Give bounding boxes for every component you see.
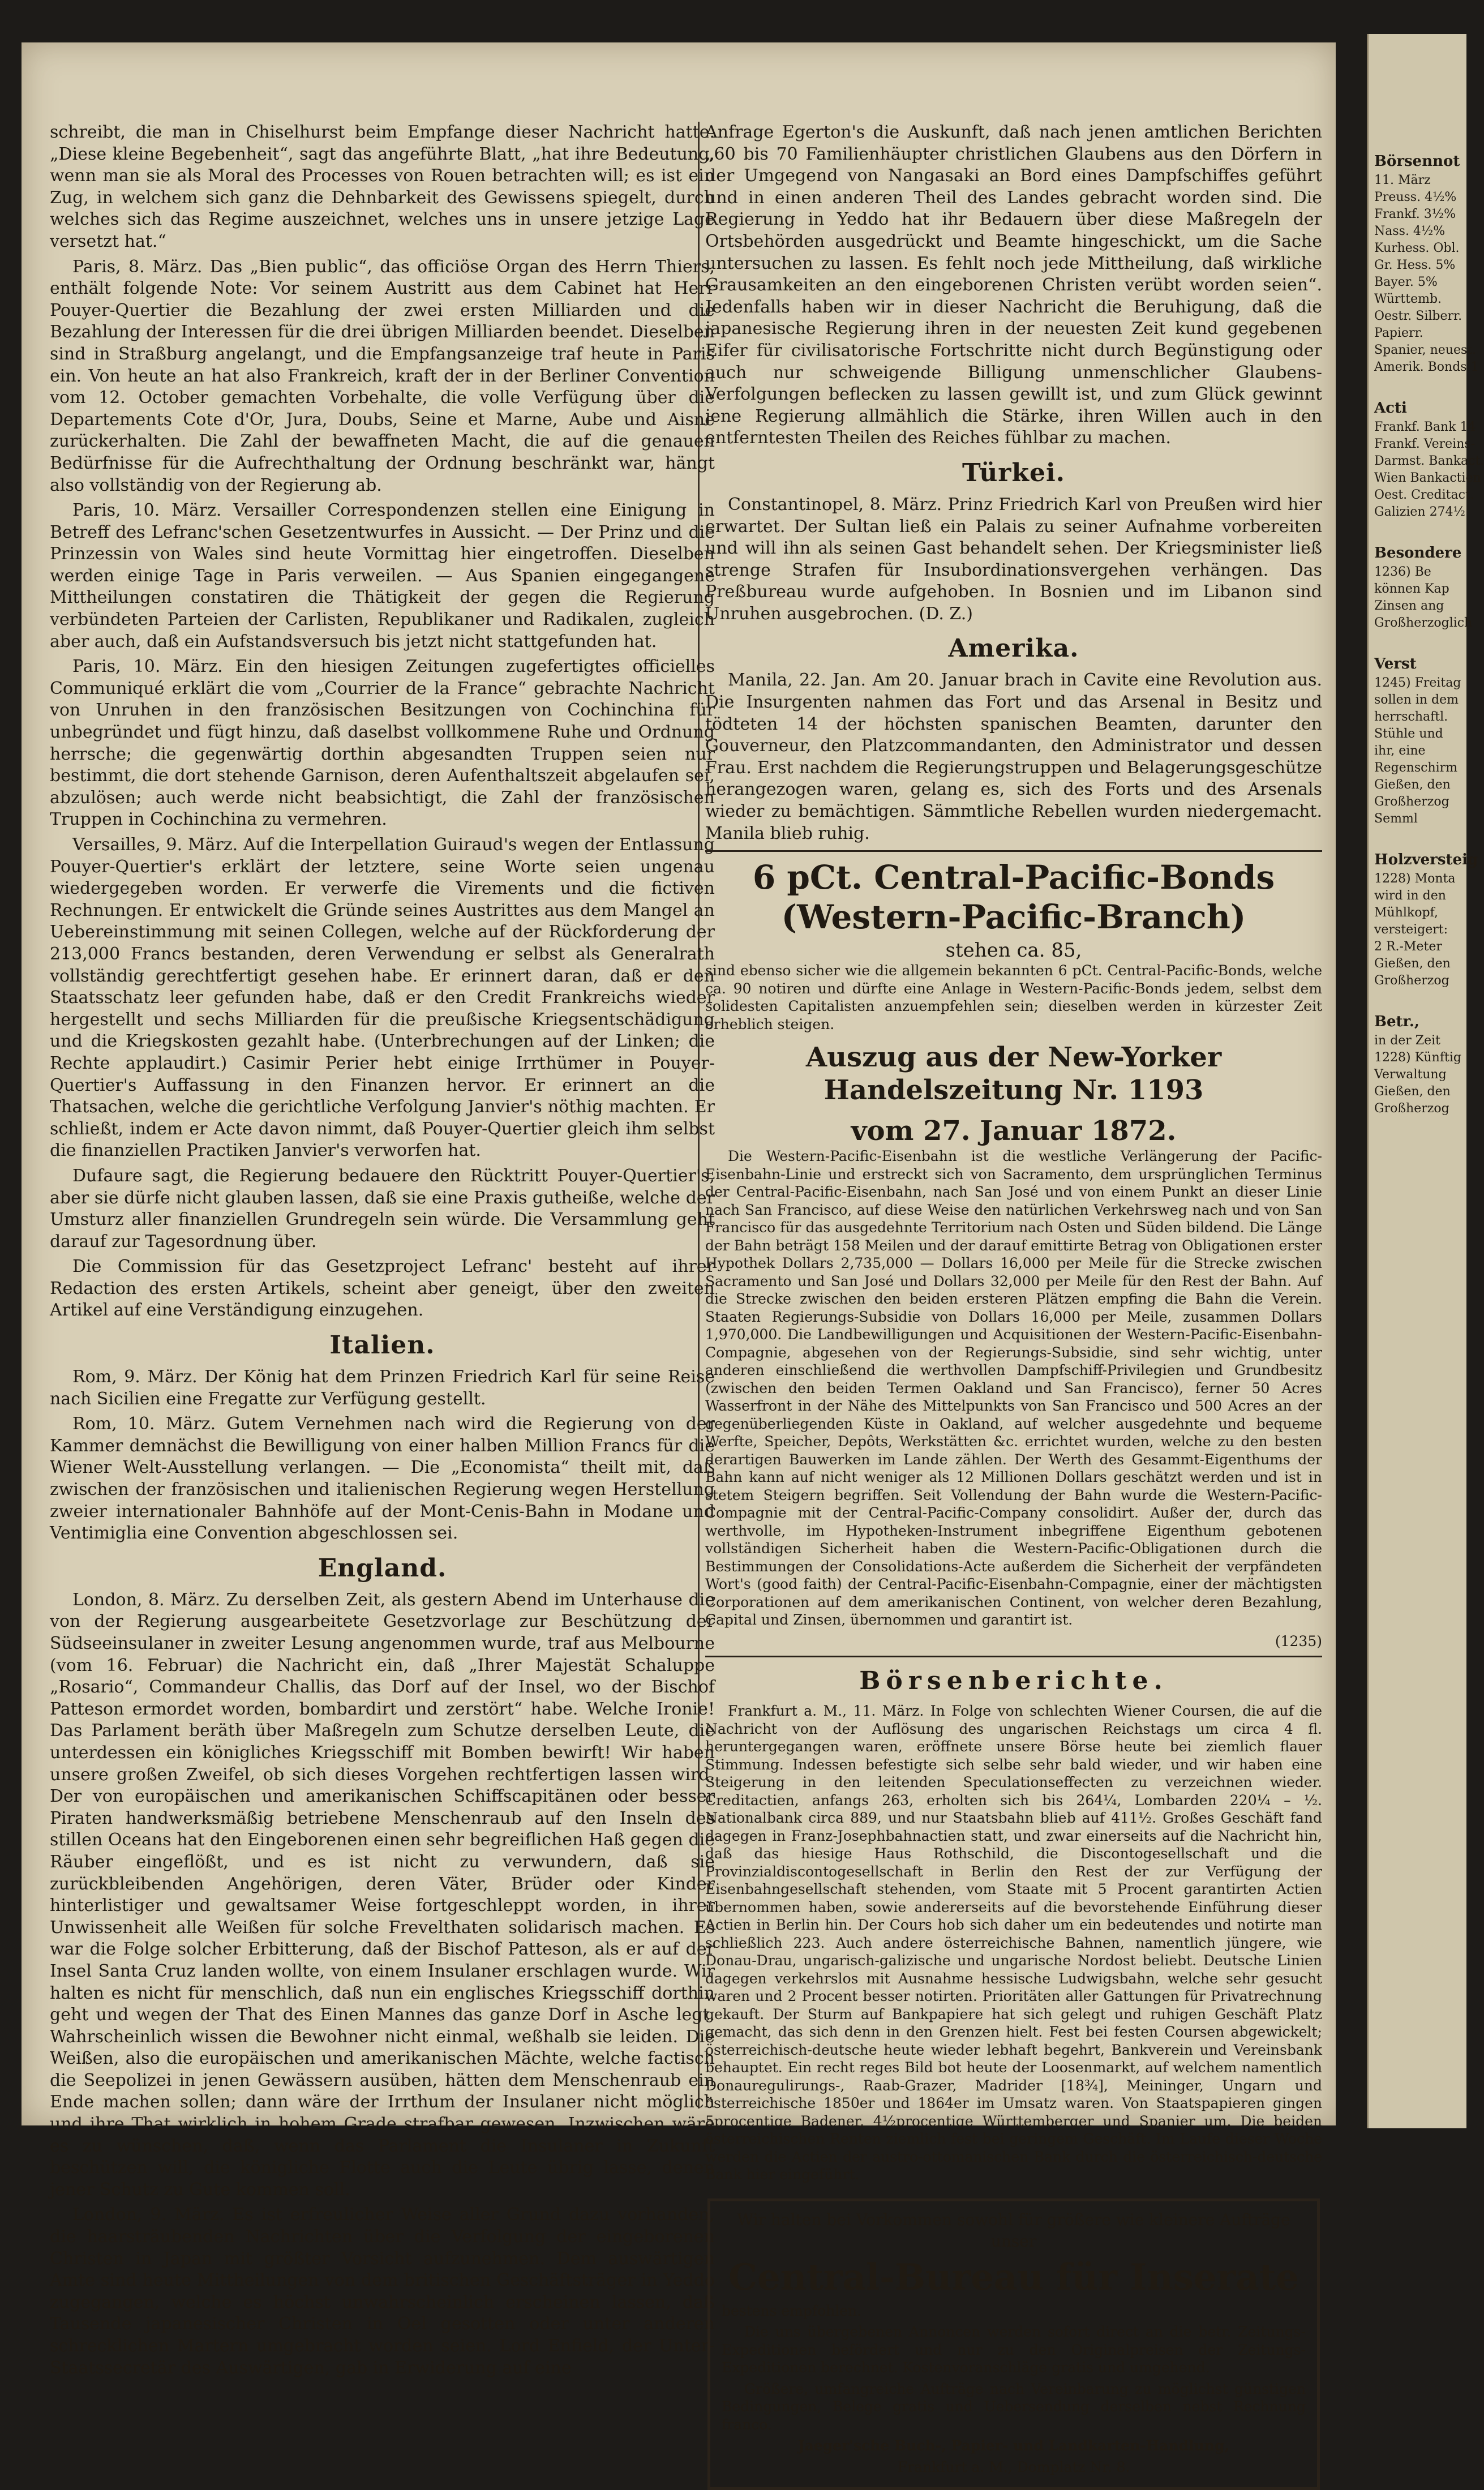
ad-heading-line2: vom 27. Januar 1872. bbox=[851, 1115, 1177, 1147]
edge-text-item: Großherzog bbox=[1374, 1102, 1449, 1116]
section-heading-england: England. bbox=[318, 1553, 447, 1583]
ad-subtitle: stehen ca. 85, bbox=[945, 939, 1082, 962]
adjacent-page-edge bbox=[1367, 34, 1484, 2128]
section-heading-italien: Italien. bbox=[329, 1331, 435, 1360]
edge-text-item: Besondere bbox=[1374, 545, 1462, 562]
ad-heading-line1: Auszug aus der New-Yorker Handelszeitung Nr. 1193 bbox=[805, 1042, 1222, 1107]
edge-text-item: Regenschirm bbox=[1374, 761, 1458, 775]
right-column bbox=[705, 122, 1322, 2475]
edge-text-item: Gießen, den bbox=[1374, 957, 1451, 971]
box-paragraph: Größere, umfangreiche Aufträge nach Vereinbarung zu möglichst günstigen Bedingungen, Belege gratis und Uebersendung derselben nebst Rechnung franco. bbox=[722, 2380, 1306, 2433]
edge-text-item: Verwaltung bbox=[1374, 1068, 1447, 1082]
article-paragraph: Paris, 10. März. Ein den hiesigen Zeitungen zugefertigtes officielles Communiqué erklärt die vom „Courrier de la France“ gebrachte Nachricht von Unruhen in den französischen Besitzungen von Cochinchina für unbegründet und fügt hinzu, daß daselbst vollkommene Ruhe und Ordnung herrsche; die gegenwärtig dorthin abgesandten Truppen seien nur bestimmt, die dort stehende Garnison, deren Aufenthaltszeit abgelaufen sei, abzulösen; auch werde nicht beabsichtigt, die Zahl der französischen Truppen in Cochinchina zu vermehren. bbox=[50, 657, 715, 830]
edge-text-item: Börsennot bbox=[1374, 153, 1460, 170]
edge-text-item: Großherzog bbox=[1374, 974, 1449, 988]
article-paragraph: Dufaure sagt, die Regierung bedauere den Rücktritt Pouyer-Quertier's, aber sie dürfe nicht glauben lassen, daß sie eine Praxis gutheiße, welche der Umsturz aller finanziellen Grundregeln sein würde. Die Versammlung geht darauf zur Tagesordnung über. bbox=[50, 1165, 715, 1252]
article-paragraph: Constantinopel, 8. März. Prinz Friedrich Karl von Preußen wird hier erwartet. Der Sultan ließ ein Palais zu seiner Aufnahme vorbereiten und will ihn als seinen Gast behandelt sehen. Der Kriegsminister ließ strenge Strafen für Insubordinationsvergehen verhängen. Das Preßbureau wurde aufgehoben. In Bosnien und im Libanon sind Unruhen ausgebrochen. (D. Z.) bbox=[705, 494, 1322, 624]
edge-text-item: Gr. Hess. 5% bbox=[1374, 258, 1456, 272]
box-intro: Wir halten bei Vorkommen sowohl für größere wie kleinere Aufträge unser bbox=[737, 2210, 1290, 2251]
edge-text-item: in der Zeit bbox=[1374, 1034, 1440, 1048]
edge-text-item: Frankf. 3½% bbox=[1374, 207, 1456, 221]
edge-text-item: 11. März bbox=[1374, 173, 1431, 187]
edge-text-item: wird in den bbox=[1374, 889, 1446, 903]
section-heading-amerika: Amerika. bbox=[948, 634, 1079, 663]
box-signature-line2: Frankfurt a. M., Domplatz Nr. 8. bbox=[897, 2458, 1130, 2475]
article-paragraph: London, 8. März. Zu derselben Zeit, als gestern Abend im Unterhause die von der Regierung ausgearbeitete Gesetzvorlage zur Beschützung der Südseeinsulaner in zweiter Lesung angenommen wurde, traf aus Melbourne (vom 16. Februar) die Nachricht ein, daß „Ihrer Majestät Schaluppe „Rosario“, Commandeur Challis, das Dorf auf der Insel, wo der Bischof Patteson ermordet worden, bombardirt und zerstört“ habe. Welche Ironie! Das Parlament beräth über Maßregeln zum Schutze derselben Leute, die unterdessen ein königliches Kriegsschiff mit Bomben bewirft! Wir haben unsere großen Zweifel, ob sich dieses Vorgehen rechtfertigen lassen wird. Der von europäischen und amerikanischen Schiffscapitänen oder besser Piraten handwerksmäßig betriebene Menschenraub auf den Inseln des stillen Oceans hat den Eingeborenen einen sehr begreiflichen Haß gegen die Räuber eingeflößt, und es ist nicht zu verwundern, daß sie zurückbleibenden Angehörigen, deren Väter, Brüder oder Kinder hinterlistiger und gewaltsamer Weise fortgeschleppt worden, in ihrer Unwissenheit alle Weißen für solche Frevelthaten solidarisch machen. Es war die Folge solcher Erbitterung, daß der Bischof Patteson, als er auf der Insel Santa Cruz landen wollte, von einem Insulaner erschlagen wurde. Wir halten es nicht für menschlich, daß nun ein englisches Kriegsschiff dorthin geht und wegen der That des Einen Mannes das ganze Dorf in Asche legt. Wahrscheinlich wissen die Bewohner nicht einmal, weßhalb sie leiden. Die Weißen, also die europäischen und amerikanischen Mächte, welche factisch die Seepolizei in jenen Gewässern ausüben, hätten dem Menschenraub ein Ende machen sollen; dann wäre der Irrthum der Insulaner nicht möglich und ihre That wirklich in hohem Grade strafbar gewesen. Inzwischen wäre es zu wünschen, daß, wenn das Parlament die Insulaner in Zukunft beschützen will, die königliche Flotte auch die Leute übrig lasse, denen jener Schutz zu Gute kommen soll. bbox=[50, 1589, 715, 2200]
edge-text-item: Württemb. bbox=[1374, 292, 1442, 306]
edge-text-item: 1245) Freitag bbox=[1374, 676, 1461, 690]
separator-rule bbox=[705, 850, 1322, 852]
ad-body: Die Western-Pacific-Eisenbahn ist die westliche Verlängerung der Pacific-Eisenbahn-Linie und erstreckt sich von Sacramento, dem ursprünglichen Terminus der Central-Pacific-Eisenbahn, nach San José und von einem Punkt an dieser Linie nach San Francisco, auf diese Weise den natürlichen Verkehrsweg nach und von San Francisco für das ausgedehnte Territorium nach Osten und Süden bildend. Die Länge der Bahn beträgt 158 Meilen und der darauf emittirte Betrag von Obligationen erster Hypothek Dollars 2,735,000 — Dollars 16,000 per Meile für die Strecke zwischen Sacramento und San José und Dollars 32,000 per Meile für den Rest der Bahn. Auf die Strecke zwischen den beiden ersteren Plätzen empfing die Bahn die Verein. Staaten Regierungs-Subsidie von Dollars 16,000 per Meile, zusammen Dollars 1,970,000. Die Landbewilligungen und Acquisitionen der Western-Pacific-Eisenbahn-Compagnie, abgesehen von der Regierungs-Subsidie, sind sehr wichtig, unter anderen einschließend die werthvollen Dampfschiff-Privilegien und Grundbesitz (zwischen den beiden Termen Oakland und San Francisco), ferner 50 Acres Wasserfront in der Nähe des Mittelpunkts von San Francisco und 500 Acres an der gegenüberliegenden Küste in Oakland, auf welcher ausgedehnte und bequeme Werfte, Speicher, Depôts, Werkstätten &c. errichtet wurden, welche zu den besten derartigen Bauwerken im Lande zählen. Der Werth des Gesammt-Eigenthums der Bahn kann auf nicht weniger als 12 Millionen Dollars geschätzt werden und ist in stetem Steigern begriffen. Seit Vollendung der Bahn wurde die Western-Pacific-Compagnie mit der Central-Pacific-Company consolidirt. Außer der, durch das werthvolle, im Hypotheken-Instrument inbegriffene Eigenthum gebotenen vollständigen Sicherheit haben die Western-Pacific-Obligationen durch die Bestimmungen der Consolidations-Acte außerdem die Sicherheit der verpfändeten Wort's (good faith) der Central-Pacific-Eisenbahn-Compagnie, einer der mächtigsten Corporationen auf dem amerikanischen Continent, von welcher deren Bezahlung, Capital und Zinsen, übernommen und garantirt ist. bbox=[705, 1148, 1322, 1628]
edge-text-item: Oest. Creditact. bbox=[1374, 488, 1474, 502]
edge-text-item: ihr, eine bbox=[1374, 744, 1426, 758]
edge-text-item: 1236) Be bbox=[1374, 565, 1431, 579]
ad-title: 6 pCt. Central-Pacific-Bonds (Western-Pacific-Branch) bbox=[752, 858, 1275, 937]
edge-text-item: 1228) Künftig bbox=[1374, 1051, 1461, 1065]
edge-text-item: Verst bbox=[1374, 655, 1417, 672]
edge-text-item: Papierr. bbox=[1374, 326, 1423, 340]
edge-text-item: Oestr. Silberr. bbox=[1374, 309, 1462, 323]
article-paragraph: London, 9. März. Es ist erfreulicher Weise aller Grund dazu vorhanden, die haarsträubenden Nachrichten über die Verfolgung der eingeborenen Christen in Japan mit größter Vorsicht aufzunehmen. Dem auswärtigen Amte sind heute Mittheilungen von dem britischen Geschäftsträger in Yeddo zugegangen, welche es höchst unwahrscheinlich erscheinen lassen, daß Tausende japanesischer Christen in Oel gesotten oder unter anderen schrecklichen Martern umgebracht worden seien. Lord Enfield, der Unter-Staatssecretär des Auswärtigen, gab in Erwiderung auf eine bbox=[50, 2205, 715, 2378]
edge-text-item: können Kap bbox=[1374, 582, 1449, 596]
article-paragraph: Rom, 10. März. Gutem Vernehmen nach wird die Regierung von der Kammer demnächst die Bewilligung von einer halben Million Francs für die Wiener Welt-Ausstellung verlangen. — Die „Economista“ theilt mit, daß zwischen der französischen und italienischen Regierung wegen Herstellung zweier internationaler Bahnhöfe auf der Mont-Cenis-Bahn in Modane und Ventimiglia eine Convention abgeschlossen sei. bbox=[50, 1414, 715, 1544]
box-paragraph: Die uns übergebenen Annoncen werden sofort direct an die betr. Zeitungs-Expeditionen befördert und nur zu den Originalpreisen der Zeitungs-Expeditionen berechnet. Kostenvoranschläge gratis und umgehend. bbox=[722, 2324, 1306, 2376]
box-title: Central-Bureau für Inserate bbox=[728, 2256, 1299, 2299]
market-report: Frankfurt a. M., 11. März. In Folge von schlechten Wiener Coursen, die auf die Nachricht von der Auflösung des ungarischen Reichstags um circa 4 fl. heruntergegangen waren, eröffnete unsere Börse heute bei ziemlich flauer Stimmung. Indessen befestigte sich selbe sehr bald wieder, und wir haben eine Steigerung in den leitenden Speculationseffecten zu verzeichnen wieder. Creditactien, anfangs 263, erholten sich bis 264¼, Lombarden 220¼ – ½. Nationalbank circa 889, und nur Staatsbahn blieb auf 411½. Großes Geschäft fand dagegen in Franz-Josephbahnactien statt, und zwar einerseits auf die Nachricht hin, daß das hiesige Haus Rothschild, die Discontogesellschaft und die Provinzialdiscontogesellschaft in Berlin den Rest der zur Verfügung der Eisenbahngesellschaft stehenden, vom Staate mit 5 Procent garantirten Actien übernommen haben, sowie andererseits auf die bevorstehende Einführung dieser Actien in Berlin hin. Der Cours hob sich daher um ein bedeutendes und notirte man schließlich 223. Auch andere österreichische Bahnen, namentlich jüngere, wie Donau-Drau, ungarisch-galizische und ungarische Nordost beliebt. Deutsche Linien dagegen verkehrslos mit Ausnahme hessische Ludwigsbahn, welche sehr gesucht waren und 2 Procent besser notirten. Prioritäten aller Gattungen für Privatrechnung gekauft. Der Sturm auf Bankpapiere hat sich gelegt und ruhigen Geschäft Platz gemacht, das sich denn in den Grenzen hielt. Fest bei festen Coursen abgewickelt; österreichisch-deutsche heute wieder lebhaft begehrt, Bankverein und Vereinsbank behauptet. Ein recht reges Bild bot heute der Loosenmarkt, auf welchem namentlich Donauregulirungs-, Raab-Grazer, Madrider [18¾], Meininger, Ungarn und österreichische 1850er und 1864er im Umsatz waren. Von Staatspapieren gingen 5procentige Badener, 4½procentige Württemberger und Spanier um. Die beiden österreichischen Renten ziemlich fest bei geringem Geschäft. Im Laufe dieser Woche werden die Actien der austro-ottomanischen Bank durch die österreichisch-deutsche Bank hier eingeführt. bbox=[705, 1703, 1322, 2183]
edge-text-list bbox=[1374, 147, 1484, 1117]
edge-text-item: Holzversteig bbox=[1374, 851, 1478, 868]
edge-text-item: Bayer. 5% bbox=[1374, 275, 1438, 289]
edge-text-item: Mühlkopf, bbox=[1374, 906, 1438, 920]
edge-text-item: 2 R.-Meter bbox=[1374, 940, 1442, 954]
edge-text-item: Amerik. Bonds 1 bbox=[1374, 360, 1479, 374]
separator-rule bbox=[705, 1656, 1322, 1657]
section-heading-boerse: Börsenberichte. bbox=[859, 1666, 1168, 1696]
edge-text-item: Frankf. Vereins- bbox=[1374, 437, 1476, 451]
article-paragraph: Rom, 9. März. Der König hat dem Prinzen Friedrich Karl für seine Reise nach Sicilien eine Fregatte zur Verfügung gestellt. bbox=[50, 1367, 715, 1409]
ad-paragraph: sind ebenso sicher wie die allgemein bekannten 6 pCt. Central-Pacific-Bonds, welche ca. 90 notiren und dürfte eine Anlage in Western-Pacific-Bonds jedem, selbst dem solidesten Capitalisten anzuempfehlen sein; dieselben werden in kürzester Zeit erheblich steigen. bbox=[705, 962, 1322, 1032]
edge-text-item: sollen in dem bbox=[1374, 693, 1459, 707]
article-paragraph: Die Commission für das Gesetzproject Lefranc' besteht auf ihrer Redaction des ersten Artikels, scheint aber geneigt, über den zweiten Artikel auf eine Verständigung einzugehen. bbox=[50, 1257, 715, 1321]
edge-text-item: 1228) Monta bbox=[1374, 872, 1456, 886]
edge-text-item: Gießen, den bbox=[1374, 1085, 1451, 1099]
edge-text-item: Großherzoglich bbox=[1374, 616, 1473, 630]
edge-text-item: Spanier, neuest. bbox=[1374, 343, 1477, 357]
bonds-advertisement bbox=[705, 858, 1322, 1650]
edge-text-item: Preuss. 4½% bbox=[1374, 190, 1457, 204]
edge-text-item: Gießen, den bbox=[1374, 778, 1451, 792]
inserate-box bbox=[707, 2198, 1320, 2490]
box-paragraph: bestens empfohlen. bbox=[722, 2302, 862, 2319]
edge-text-item: Acti bbox=[1374, 400, 1407, 417]
edge-text-item: Nass. 4½% bbox=[1374, 224, 1446, 238]
edge-text-item: Kurhess. Obl. bbox=[1374, 241, 1460, 255]
edge-text-item: Semml bbox=[1374, 812, 1418, 826]
edge-text-item: Galizien 274½ bbox=[1374, 505, 1465, 519]
section-heading-tuerkei: Türkei. bbox=[962, 458, 1066, 487]
edge-text-item: Großherzog bbox=[1374, 795, 1449, 809]
ad-reference: (1235) bbox=[1275, 1632, 1322, 1649]
article-paragraph: Paris, 10. März. Versailler Correspondenzen stellen eine Einigung in Betreff des Lefranc'schen Gesetzentwurfes in Aussicht. — Der Prinz und die Prinzessin von Wales sind heute Vormittag hier eingetroffen. Dieselben werden einige Tage in Paris verweilen. — Aus Spanien eingegangene Mittheilungen constatiren die Thätigkeit der gegen die Regierung verbündeten Parteien der Carlisten, Republikaner und Radikalen, zugleich aber auch, daß ein Aufstandsversuch bis jetzt nicht stattgefunden hat. bbox=[50, 500, 715, 652]
article-paragraph: Manila, 22. Jan. Am 20. Januar brach in Cavite eine Revolution aus. Die Insurgenten nahmen das Fort und das Arsenal in Besitz und tödteten 14 der höchsten spanischen Beamten, darunter den Gouverneur, den Platzcommandanten, den Administrator und dessen Frau. Erst nachdem die Regierungstruppen und Belagerungsgeschütze herangezogen waren, gelang es, sich des Forts und des Arsenals wieder zu bemächtigen. Sämmtliche Rebellen wurden niedergemacht. Manila blieb ruhig. bbox=[705, 670, 1322, 843]
edge-text-item: herrschaftl. bbox=[1374, 710, 1448, 724]
article-paragraph: schreibt, die man in Chiselhurst beim Empfange dieser Nachricht hatte. „Diese kleine Begebenheit“, sagt das angeführte Blatt, „hat ihre Bedeutung, wenn man sie als Moral des Processes von Rouen betrachten will; es ist ein Zug, in welchem sich ganz die Dehnbarkeit des Gewissens spiegelt, durch welches sich das Regime auszeichnet, welches uns in unsere jetzige Lage versetzt hat.“ bbox=[50, 122, 715, 251]
edge-text-item: Zinsen ang bbox=[1374, 599, 1444, 613]
edge-text-item: Stühle und bbox=[1374, 727, 1443, 741]
edge-text-item: versteigert: bbox=[1374, 923, 1448, 937]
box-signature-line1: Jaeger'sche Buch-, Papier- und Landkarten-Handlung, bbox=[797, 2437, 1230, 2454]
article-paragraph: Versailles, 9. März. Auf die Interpellation Guiraud's wegen der Entlassung Pouyer-Quertier's erklärt der letztere, seine Worte seien ungenau wiedergegeben worden. Er verwerfe die Virements und die fictiven Rechnungen. Er entwickelt die Gründe seines Austrittes aus dem Mangel an Uebereinstimmung mit seinen Collegen, welche auf der Rückforderung der 213,000 Francs bestanden, deren Verwendung er selbst als Generalrath vollständig gerechtfertigt gesehen habe. Er erinnert daran, daß er den Staatsschatz leer gefunden habe, daß er den Credit Frankreichs wieder hergestellt und sechs Milliarden für die preußische Kriegsentschädigung und die Kriegskosten gezahlt habe. (Unterbrechungen auf der Linken; die Rechte applaudirt.) Casimir Perier hebt einige Irrthümer in Pouyer-Quertier's Auffassung in den Finanzen hervor. Er erinnert an die Thatsachen, welche die gerichtliche Verfolgung Janvier's nöthig machten. Er schließt, indem er Acte davon nimmt, daß Pouyer-Quertier gleich ihm selbst die finanziellen Practiken Janvier's verworfen hat. bbox=[50, 835, 715, 1161]
edge-text-item: Frankf. Bank 14 bbox=[1374, 420, 1476, 434]
left-column bbox=[50, 122, 715, 2378]
edge-text-item: Darmst. Bankact. bbox=[1374, 454, 1484, 468]
article-paragraph: Paris, 8. März. Das „Bien public“, das officiöse Organ des Herrn Thiers, enthält folgende Note: Vor seinem Austritt aus dem Cabinet hat Herr Pouyer-Quertier die Bezahlung der zwei ersten Milliarden und die Bezahlung der Interessen für die drei übrigen Milliarden beendet. Dieselben sind in Straßburg angelangt, und die Empfangsanzeige traf heute in Paris ein. Von heute an hat also Frankreich, kraft der in der Berliner Convention vom 12. October gemachten Vorbehalte, die volle Verfügung über die Departements Cote d'Or, Jura, Doubs, Seine et Marne, Aube und Aisne zurückerhalten. Die Zahl der bewaffneten Macht, die auf die genauen Bedürfnisse für die Aufrechthaltung der Ordnung beschränkt war, hängt also vollständig von der Regierung ab. bbox=[50, 256, 715, 495]
article-paragraph: Anfrage Egerton's die Auskunft, daß nach jenen amtlichen Berichten „60 bis 70 Familienhäupter christlichen Glaubens aus den Dörfern in der Umgegend von Nangasaki an Bord eines Dampfschiffes geführt und in einen anderen Theil des Landes gebracht worden sind. Die Regierung in Yeddo hat ihr Bedauern über diese Maßregeln der Ortsbehörden ausgedrückt und Beamte hingeschickt, um die Sache untersuchen zu lassen. Es fehlt noch jede Mittheilung, daß wirkliche Grausamkeiten an den eingeborenen Christen verübt worden seien“. Jedenfalls haben wir in dieser Nachricht die Beruhigung, daß die japanesische Regierung ihren in der neuesten Zeit kund gegebenen Eifer für civilisatorische Fortschritte nicht durch Begünstigung oder auch nur schweigende Billigung unmenschlicher Glaubens-Verfolgungen beflecken zu lassen gewillt ist, und zum Glück gewinnt jene Regierung allmählich die Stärke, ihren Willen auch in den entferntesten Theilen des Reiches fühlbar zu machen. bbox=[705, 122, 1322, 448]
edge-text-item: Betr., bbox=[1374, 1013, 1419, 1030]
edge-text-item: Wien Bankactien bbox=[1374, 471, 1481, 485]
newspaper-page bbox=[22, 42, 1336, 2475]
